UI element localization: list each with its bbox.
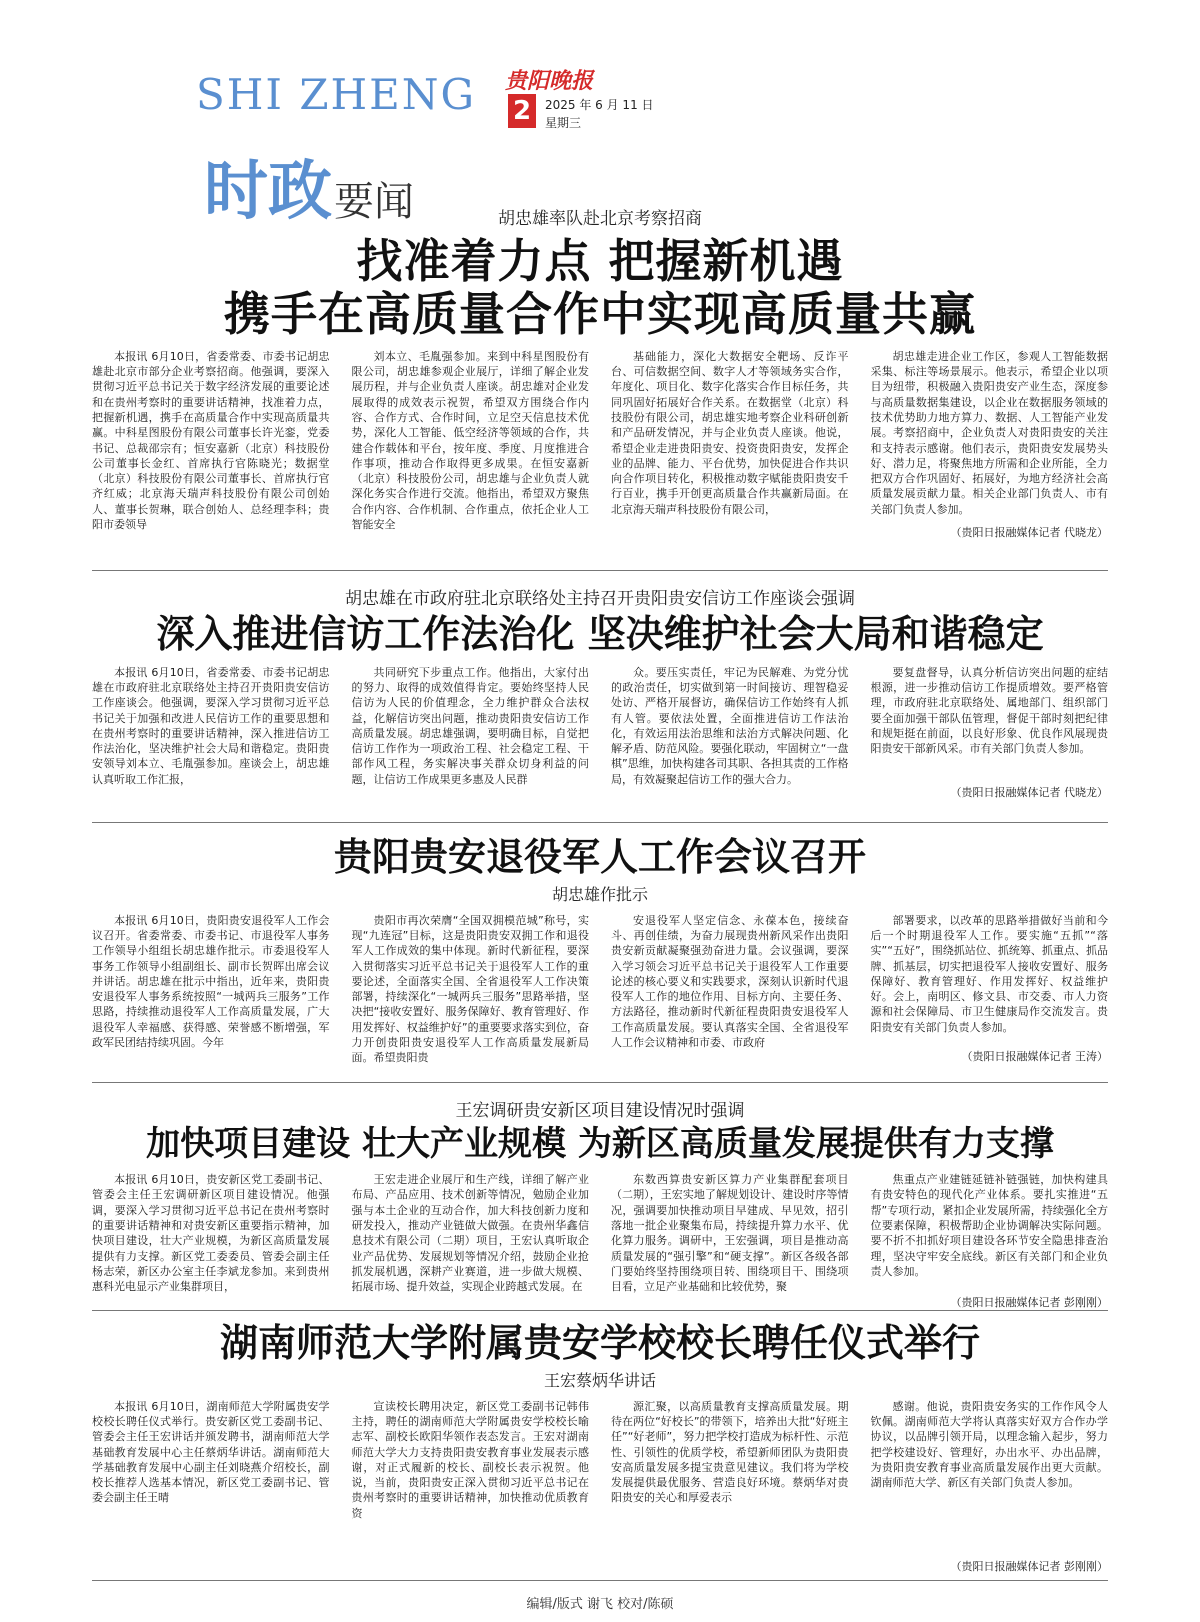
section-divider bbox=[92, 570, 1108, 571]
article-column-text: 感谢。他说，贵阳贵安务实的工作作风令人钦佩。湖南师范大学将认真落实好双方合作办学协议，以品牌引领开局，以理念输入起步，努力把学校建设好、管理好，办出水平、办出品牌，为贵阳贵安教育事业高质量发展作出更大贡献。湖南师范大学、新区有关部门负责人参加。 bbox=[870, 1399, 1108, 1490]
masthead bbox=[156, 66, 486, 229]
article-guian-projects bbox=[92, 1096, 1108, 1310]
article-byline: （贵阳日报融媒体记者 王涛） bbox=[961, 1050, 1108, 1064]
section-divider bbox=[92, 822, 1108, 823]
article-petition-work bbox=[92, 584, 1108, 801]
section-romanized: SHI ZHENG bbox=[196, 70, 477, 119]
article-headline-line: 湖南师范大学附属贵安学校校长聘任仪式举行 bbox=[219, 1321, 980, 1365]
article-byline: （贵阳日报融媒体记者 彭刚刚） bbox=[950, 1295, 1108, 1309]
article-headline-line: 找准着力点 把握新机遇 bbox=[356, 234, 844, 288]
article-column: 本报讯 6月10日，省委常委、市委书记胡忠雄在市政府驻北京联络处主持召开贵阳贵安信访工作座谈会。他强调，要深入学习贯彻习近平总书记关于加强和改进人民信访工作的重要思想和在贵州考察时的重要讲话精神，深入推进信访工作法治化，坚决维护社会大局和谐稳定。贵阳贵安领导刘本立、毛胤强参加。座谈会上，胡忠雄认真听取工作汇报， bbox=[92, 665, 330, 786]
article-column bbox=[871, 665, 1109, 801]
article-subline: 王宏蔡炳华讲话 bbox=[543, 1370, 656, 1390]
article-column: 源汇聚，以高质量教育支撑高质量发展。期待在两位“好校长”的带领下，培养出大批“好班主任”“好老师”，努力把学校打造成为标杆性、示范性、引领性的优质学校，希望新师团队为贵阳贵安高质量发展多提宝贵意见建议。我们将为学校发展提供最优服务、营造良好环境。蔡炳华对贵阳贵安的关心和厚爱表示 bbox=[611, 1399, 849, 1505]
paper-logo: 贵阳晚报 bbox=[505, 68, 594, 94]
article-column: 王宏走进企业展厅和生产线，详细了解产业布局、产品应用、技术创新等情况，勉励企业加强与本土企业的互动合作，加大科技创新力度和研发投入，推动产业链做大做强。在贵州华鑫信息技术有限公司（二期）项目，王宏认真听取企业产品优势、发展规划等情况介绍，鼓励企业抢抓发展机遇，深耕产业赛道，进一步做大规模、拓展市场、提升效益，实现企业跨越式发展。在 bbox=[351, 1173, 589, 1294]
footer-divider bbox=[92, 1580, 1108, 1581]
article-column: 众。要压实责任，牢记为民解难、为党分忧的政治责任，切实做到第一时间接访、理智稳妥处访、严格开展督访，确保信访工作始终有人抓有人管。要依法处置，全面推进信访工作法治化，有效运用法治思维和法治方式解决问题、化解矛盾、防范风险。要强化联动，牢固树立“一盘棋”思维，加快构建各司其职、各担其责的工作格局，有效凝聚起信访工作的强大合力。 bbox=[611, 665, 849, 786]
article-column: 刘本立、毛胤强参加。来到中科星图股份有限公司，胡忠雄参观企业展厅，详细了解企业发展历程，并与企业负责人座谈。胡忠雄对企业发展取得的成效表示祝贺，希望双方围绕合作内容、合作方式、合作时间，立足空天信息技术优势，深化人工智能、低空经济等领域的合作，共建合作载体和平台，按年度、季度、月度推进合作事项，推动合作取得更多成果。在恒安嘉新（北京）科技股份公司，胡忠雄与企业负责人就深化务实合作进行交流。他指出，希望双方聚焦合作内容、合作机制、合作重点，依托企业人工智能安全 bbox=[351, 349, 589, 532]
article-byline: （贵阳日报融媒体记者 代晓龙） bbox=[950, 786, 1108, 800]
issue-date: 2025 年 6 月 11 日 bbox=[545, 98, 654, 112]
article-headline-line: 深入推进信访工作法治化 坚决维护社会大局和谐稳定 bbox=[156, 612, 1044, 656]
article-byline: （贵阳日报融媒体记者 代晓龙） bbox=[950, 526, 1108, 540]
section-subtitle: 要闻 bbox=[334, 179, 414, 225]
article-column bbox=[871, 1172, 1109, 1310]
article-kicker: 胡忠雄率队赴北京考察招商 bbox=[498, 209, 702, 229]
article-column-text: 胡忠雄走进企业工作区，参观人工智能数据采集、标注等场景展示。他表示，希望企业以项目为纽带，积极融入贵阳贵安产业生态，深度参与高质量数据集建设，以企业在数据服务领域的技术优势助力地方算力、数据、人工智能产业发展。考察招商中，企业负责人对贵阳贵安的关注和支持表示感谢。他们表示，贵阳贵安发展势头好、潜力足，将聚焦地方所需和企业所能，全力把双方合作巩固好、拓展好，为地方经济社会高质量发展贡献力量。相关企业部门负责人、市有关部门负责人参加。 bbox=[870, 349, 1108, 516]
article-column-text: 焦重点产业建链延链补链强链，加快构建具有贵安特色的现代化产业体系。要扎实推进“五帮”专项行动，紧扣企业发展所需，持续强化全方位要素保障，积极帮助企业协调解决实际问题。要不折不扣抓好项目建设各环节安全隐患排查治理，坚决守牢安全底线。新区有关部门和企业负责人参加。 bbox=[870, 1173, 1108, 1278]
article-column: 本报讯 6月10日，湖南师范大学附属贵安学校校长聘任仪式举行。贵安新区党工委副书记、管委会主任王宏讲话并颁发聘书，湖南师范大学基础教育发展中心主任蔡炳华讲话。湖南师范大学基础教育发展中心副主任刘晓燕介绍校长，副校长推荐人选基本情况，新区党工委副书记、管委会副主任王晴 bbox=[92, 1399, 330, 1505]
issue-weekday: 星期三 bbox=[545, 116, 582, 130]
article-kicker: 王宏调研贵安新区项目建设情况时强调 bbox=[455, 1101, 745, 1121]
article-column-text: 要复盘督导，认真分析信访突出问题的症结根源，进一步推动信访工作提质增效。要严格管理，市政府驻北京联络处、属地部门、组织部门要全面加强干部队伍管理，督促干部时刻把纪律和规矩挺在前面，以良好形象、优良作风展现贵阳贵安干部新风采。市有关部门负责人参加。 bbox=[870, 665, 1108, 756]
article-column bbox=[871, 349, 1109, 541]
article-column: 共同研究下步重点工作。他指出，大家付出的努力、取得的成效值得肯定。要始终坚持人民信访为人民的价值理念，全力维护群众合法权益，化解信访突出问题，推动贵阳贵安信访工作高质量发展。胡忠雄强调，要明确目标，自觉把信访工作作为一项政治工程、社会稳定工程、干部作风工程，务实解决事关群众切身利益的问题，让信访工作成果更多惠及人民群 bbox=[351, 665, 589, 786]
section-divider bbox=[92, 1310, 1108, 1311]
section-divider bbox=[92, 1082, 1108, 1083]
page-number-badge: 2 bbox=[508, 94, 536, 128]
article-column bbox=[871, 1399, 1109, 1575]
page-footer: 编辑/版式 谢飞 校对/陈硕 bbox=[526, 1597, 674, 1612]
article-column: 东数西算贵安新区算力产业集群配套项目（二期），王宏实地了解规划设计、建设时序等情况，强调要加快推动项目早建成、早见效，招引落地一批企业聚集布局，持续提升算力水平、优化算力服务。调研中，王宏强调，项目是推动高质量发展的“强引擎”和“硬支撑”。新区各级各部门要始终坚持围绕项目转、围绕项目干、围绕项目看，立足产业基础和比较优势，聚 bbox=[611, 1173, 849, 1294]
article-column: 本报讯 6月10日，贵阳贵安退役军人工作会议召开。省委常委、市委书记、市退役军人事务工作领导小组组长胡忠雄作批示。市委退役军人事务工作领导小组副组长、副市长贺晖出席会议并讲话。胡忠雄在批示中指出，近年来，贵阳贵安退役军人事务系统按照“一城两兵三服务”工作思路，持续推动退役军人工作高质量发展，广大退役军人幸福感、获得感、荣誉感不断增强，军政军民团结持续巩固。今年 bbox=[92, 913, 330, 1050]
article-column: 安退役军人坚定信念、永葆本色，接续奋斗、再创佳绩，为奋力展现贵州新风采作出贵阳贵安新贡献凝聚强劲奋进力量。会议强调，要深入学习领会习近平总书记关于退役军人工作重要论述的核心要义和实践要求，深刻认识新时代退役军人工作的地位作用、目标方向、主要任务、方法路径，推动新时代新征程贵阳贵安退役军人工作高质量发展。要认真落实全国、全省退役军人工作会议精神和市委、市政府 bbox=[611, 913, 849, 1050]
article-column: 基础能力，深化大数据安全靶场、反诈平台、可信数据空间、数字人才等领域务实合作，年度化、项目化、数字化落实合作目标任务，共同巩固好拓展好合作关系。在数据堂（北京）科技股份有限公司，胡忠雄实地考察企业科研创新和产品研发情况，并与企业负责人座谈。他说，希望企业走进贵阳贵安、投资贵阳贵安，发挥企业的品牌、能力、平台优势，加快促进合作共识向合作项目转化，积极推动数字赋能贵阳贵安千行百业，携手开创更高质量合作共赢新局面。在北京海天瑞声科技股份有限公司， bbox=[611, 349, 849, 516]
article-column: 本报讯 6月10日，省委常委、市委书记胡忠雄赴北京市部分企业考察招商。他强调，要深入贯彻习近平总书记关于数字经济发展的重要论述和在贵州考察时的重要讲话精神，找准着力点，把握新机遇，携手在高质量合作中实现高质量共赢。中科星图股份有限公司董事长许光銮，党委书记、总裁邵宗有；恒安嘉新（北京）科技股份公司董事长金红、首席执行官陈晓光；数据堂（北京）科技股份有限公司董事长、首席执行官齐红威；北京海天瑞声科技股份有限公司创始人、董事长贺琳，联合创始人、总经理李科；贵阳市委领导 bbox=[92, 349, 330, 532]
article-column-text: 部署要求，以改革的思路举措做好当前和今后一个时期退役军人工作。要实施“五抓”“落实”“五好”，围绕抓站位、抓统筹、抓重点、抓品牌、抓基层，切实把退役军人接收安置好、服务保障好、教育管理好、作用发挥好、权益维护好。会上，南明区、修文县、市交委、市人力资源和社会保障局、市卫生健康局作交流发言。贵阳贵安有关部门负责人参加。 bbox=[870, 913, 1108, 1034]
article-column: 贵阳市再次荣膺“全国双拥模范城”称号，实现“九连冠”目标，这是贵阳贵安双拥工作和退役军人工作成效的集中体现。新时代新征程，要深入贯彻落实习近平总书记关于退役军人工作的重要论述，全面落实全国、全省退役军人工作决策部署，持续深化“一城两兵三服务”思路举措，坚决把“接收安置好、服务保障好、教育管理好、作用发挥好、权益维护好”的重要要求落实到位，奋力开创贵阳贵安退役军人工作高质量发展新局面。希望贵阳贵 bbox=[351, 913, 589, 1065]
article-column: 本报讯 6月10日，贵安新区党工委副书记、管委会主任王宏调研新区项目建设情况。他强调，要深入学习贯彻习近平总书记在贵州考察时的重要讲话精神和对贵安新区重要指示精神，加快项目建设，壮大产业规模，为新区高质量发展提供有力支撑。新区党工委委员、管委会副主任杨志荣，新区办公室主任李斌龙参加。来到贵州惠科光电显示产业集群项目， bbox=[92, 1173, 330, 1294]
article-veterans-meeting bbox=[92, 836, 1108, 1065]
article-kicker: 胡忠雄在市政府驻北京联络处主持召开贵阳贵安信访工作座谈会强调 bbox=[345, 589, 855, 609]
article-subline: 胡忠雄作批示 bbox=[551, 884, 648, 904]
section-title: 时政 bbox=[204, 155, 332, 229]
article-column: 宣读校长聘用决定，新区党工委副书记韩伟主持，聘任的湖南师范大学附属贵安学校校长喻志军、副校长欧阳华领作表态发言。王宏对湖南师范大学大力支持贵阳贵安教育事业发展表示感谢，对正式履新的校长、副校长表示祝贺。他说，当前，贵阳贵安正深入贯彻习近平总书记在贵州考察时的重要讲话精神，加快推动优质教育资 bbox=[351, 1399, 589, 1520]
article-investment-tour bbox=[92, 204, 1108, 541]
article-byline: （贵阳日报融媒体记者 彭刚刚） bbox=[950, 1560, 1108, 1574]
article-headline-line: 加快项目建设 壮大产业规模 为新区高质量发展提供有力支撑 bbox=[146, 1124, 1054, 1164]
article-headline-line: 携手在高质量合作中实现高质量共赢 bbox=[224, 286, 976, 341]
article-school-principal bbox=[92, 1322, 1108, 1575]
article-headline-line: 贵阳贵安退役军人工作会议召开 bbox=[333, 835, 866, 879]
article-column bbox=[871, 913, 1109, 1065]
